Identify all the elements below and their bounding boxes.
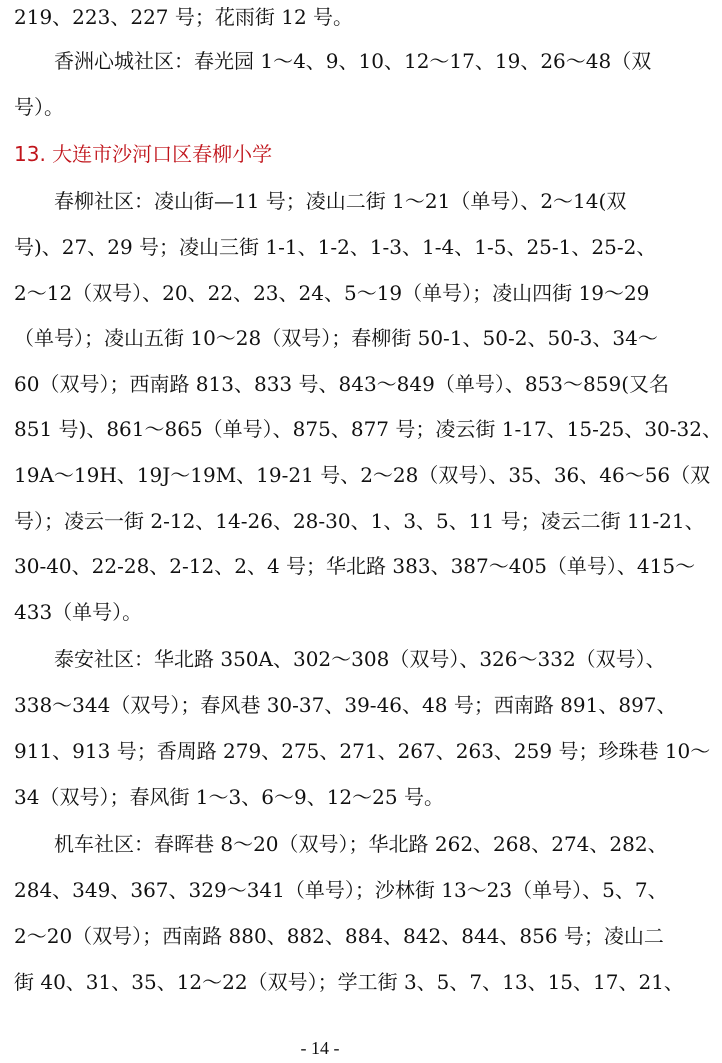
text-line-18: 机车社区：春晖巷 8～20（双号）；华北路 262、268、274、282、 (14, 832, 668, 856)
text-line-9: 851 号)、861～865（单号）、875、877 号；凌云街 1-17、15-25、30-32、 (14, 417, 722, 441)
text-line-12: 30-40、22-28、2-12、2、4 号；华北路 383、387～405（单号）、415～ (14, 554, 696, 578)
text-line-4: 春柳社区：凌山街—11 号；凌山二街 1～21（单号）、2～14(双 (14, 189, 627, 213)
text-line-13: 433（单号）。 (14, 600, 143, 624)
text-line-8: 60（双号）；西南路 813、833 号、843～849（单号）、853～859(又名 (14, 372, 670, 396)
text-line-20: 2～20（双号）；西南路 880、882、884、842、844、856 号；凌山二 (14, 924, 664, 948)
text-line-5: 号)、27、29 号；凌山三街 1-1、1-2、1-3、1-4、1-5、25-1、25-2、 (14, 235, 657, 259)
text-line-17: 34（双号）；春风街 1～3、6～9、12～25 号。 (14, 785, 444, 809)
text-line-6: 2～12（双号）、20、22、23、24、5～19（单号）；凌山四街 19～29 (14, 281, 650, 305)
text-line-19: 284、349、367、329～341（单号）；沙林街 13～23（单号）、5、7、 (14, 878, 668, 902)
text-line-3: 号）。 (14, 95, 64, 119)
text-line-16: 911、913 号；香周路 279、275、271、267、263、259 号；珍珠巷 10～ (14, 739, 711, 763)
text-line-14: 泰安社区：华北路 350A、302～308（双号）、326～332（双号）、 (14, 647, 666, 671)
page-number: - 14 - (300, 1038, 340, 1058)
text-line-1: 219、223、227 号；花雨街 12 号。 (14, 5, 354, 29)
text-line-2: 香洲心城社区：春光园 1～4、9、10、12～17、19、26～48（双 (14, 49, 652, 73)
text-line-15: 338～344（双号）；春风巷 30-37、39-46、48 号；西南路 891、897、 (14, 693, 677, 717)
section-heading: 13. 大连市沙河口区春柳小学 (14, 142, 273, 166)
text-line-10: 19A～19H、19J～19M、19-21 号、2～28（双号）、35、36、46～56（双 (14, 463, 711, 487)
text-line-21: 街 40、31、35、12～22（双号）；学工街 3、5、7、13、15、17、21、 (14, 970, 684, 994)
text-line-7: （单号）；凌山五街 10～28（双号）；春柳街 50-1、50-2、50-3、34～ (14, 326, 658, 350)
text-line-11: 号）；凌云一街 2-12、14-26、28-30、1、3、5、11 号；凌云二街 11-21、 (14, 509, 705, 533)
